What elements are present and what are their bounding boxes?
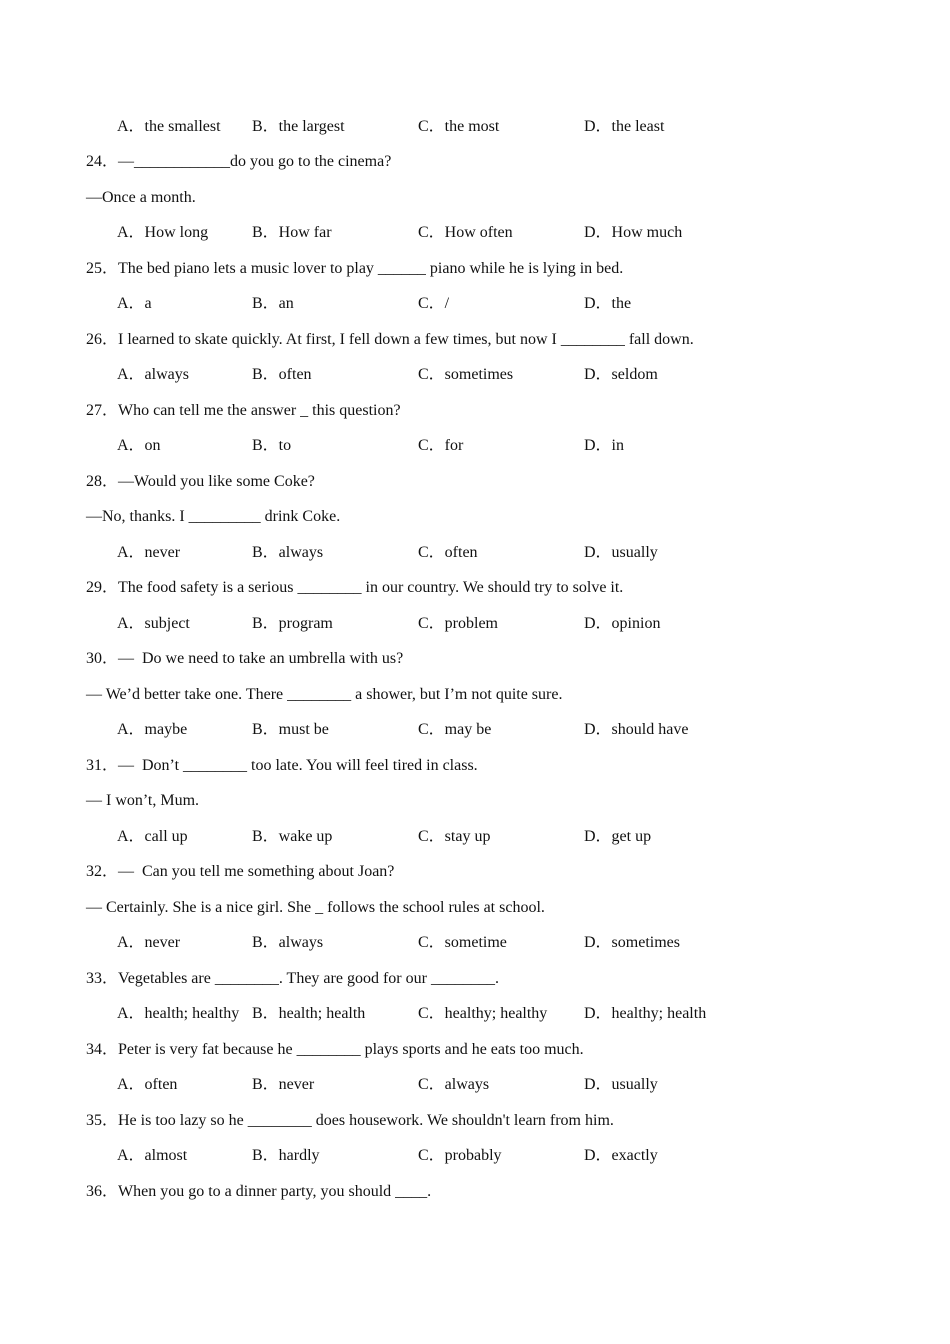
option-a: A．always [117, 366, 189, 383]
question-28-reply: —No, thanks. I _________ drink Coke. [86, 508, 341, 525]
option-c: C．may be [418, 721, 492, 738]
option-c: C．stay up [418, 828, 491, 845]
option-d: D．How much [584, 224, 683, 241]
option-a: A．a [117, 295, 152, 312]
option-a: A．subject [117, 615, 190, 632]
question-24-reply: —Once a month. [86, 189, 196, 206]
question-27-stem: 27．Who can tell me the answer _ this question? [86, 402, 401, 419]
question-30-stem: 30．— Do we need to take an umbrella with us? [86, 650, 404, 667]
question-34-stem: 34．Peter is very fat because he ________ plays sports and he eats too much. [86, 1041, 584, 1058]
question-30-reply: — We’d better take one. There ________ a shower, but I’m not quite sure. [86, 686, 563, 703]
question-23-options [0, 117, 950, 137]
option-c: C．healthy; healthy [418, 1005, 548, 1022]
option-b: B．health; health [252, 1005, 366, 1022]
option-b: B．always [252, 934, 324, 951]
option-a: A．on [117, 437, 161, 454]
option-c: C．How often [418, 224, 513, 241]
question-29-stem: 29．The food safety is a serious ________ in our country. We should try to solve it. [86, 579, 624, 596]
option-d: D．opinion [584, 615, 661, 632]
option-c: C．probably [418, 1147, 502, 1164]
option-d: D．should have [584, 721, 689, 738]
option-b: B．How far [252, 224, 332, 241]
option-c: C．problem [418, 615, 498, 632]
question-24-stem: 24．—____________do you go to the cinema? [86, 153, 392, 170]
question-26-options [0, 365, 950, 385]
option-d: D．sometimes [584, 934, 680, 951]
option-a: A．maybe [117, 721, 188, 738]
option-d: D．get up [584, 828, 652, 845]
option-b: B．program [252, 615, 333, 632]
option-d: D．seldom [584, 366, 658, 383]
question-36-stem: 36．When you go to a dinner party, you should ____. [86, 1183, 432, 1200]
question-32-options [0, 933, 950, 953]
option-d: D．the [584, 295, 632, 312]
option-b: B．must be [252, 721, 329, 738]
question-33-options [0, 1004, 950, 1024]
option-b: B．wake up [252, 828, 333, 845]
question-30-options [0, 720, 950, 740]
question-32-reply: — Certainly. She is a nice girl. She _ follows the school rules at school. [86, 899, 545, 916]
option-b: B．often [252, 366, 312, 383]
option-a: A．How long [117, 224, 209, 241]
option-d: D．exactly [584, 1147, 658, 1164]
option-a: A．health; healthy [117, 1005, 240, 1022]
question-31-reply: — I won’t, Mum. [86, 792, 200, 809]
option-a: A．the smallest [117, 118, 221, 135]
question-25-stem: 25．The bed piano lets a music lover to play ______ piano while he is lying in bed. [86, 260, 624, 277]
option-b: B．to [252, 437, 292, 454]
option-b: B．an [252, 295, 294, 312]
option-c: C．sometimes [418, 366, 514, 383]
option-b: B．hardly [252, 1147, 320, 1164]
option-d: D．usually [584, 544, 658, 561]
option-d: D．in [584, 437, 625, 454]
option-b: B．the largest [252, 118, 345, 135]
question-27-options [0, 436, 950, 456]
question-28-stem: 28．—Would you like some Coke? [86, 473, 315, 490]
question-28-options [0, 543, 950, 563]
option-b: B．never [252, 1076, 315, 1093]
question-26-stem: 26．I learned to skate quickly. At first, I fell down a few times, but now I ________ fall down. [86, 331, 694, 348]
question-35-stem: 35．He is too lazy so he ________ does housework. We shouldn't learn from him. [86, 1112, 614, 1129]
option-c: C．the most [418, 118, 500, 135]
option-c: C．sometime [418, 934, 507, 951]
question-35-options [0, 1146, 950, 1166]
option-c: C．often [418, 544, 478, 561]
option-a: A．never [117, 934, 181, 951]
question-29-options [0, 614, 950, 634]
option-a: A．never [117, 544, 181, 561]
option-a: A．often [117, 1076, 178, 1093]
question-32-stem: 32．— Can you tell me something about Joan? [86, 863, 395, 880]
option-c: C．always [418, 1076, 490, 1093]
option-a: A．call up [117, 828, 188, 845]
question-31-options [0, 827, 950, 847]
option-c: C．/ [418, 295, 450, 312]
question-24-options [0, 223, 950, 243]
option-c: C．for [418, 437, 464, 454]
question-33-stem: 33．Vegetables are ________. They are good for our ________. [86, 970, 499, 987]
option-b: B．always [252, 544, 324, 561]
question-34-options [0, 1075, 950, 1095]
question-25-options [0, 294, 950, 314]
option-d: D．healthy; health [584, 1005, 707, 1022]
option-a: A．almost [117, 1147, 188, 1164]
option-d: D．usually [584, 1076, 658, 1093]
question-31-stem: 31．— Don’t ________ too late. You will feel tired in class. [86, 757, 478, 774]
option-d: D．the least [584, 118, 665, 135]
